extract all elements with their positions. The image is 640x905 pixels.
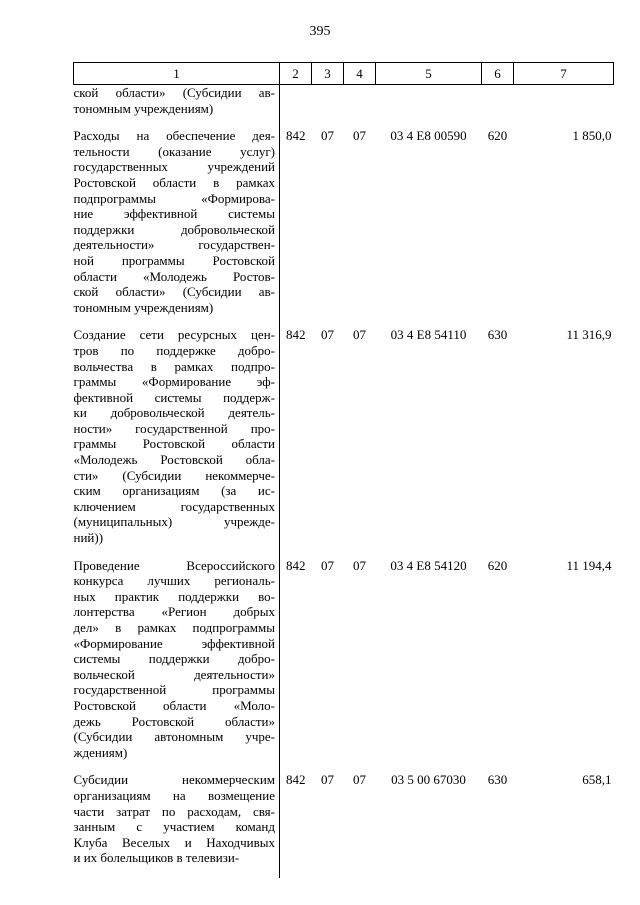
table-row	[74, 772, 614, 878]
description-line: граммы Ростовской области	[73, 436, 275, 452]
row-admin-code: 842	[286, 128, 306, 144]
description-line: Расходы на обеспечение дея-	[73, 128, 275, 144]
budget-table	[73, 62, 614, 878]
row-target-article: 03 4 E8 54120	[390, 557, 467, 573]
row-subsection-code: 07	[353, 557, 366, 573]
table-body	[74, 85, 614, 878]
description-line: Создание сети ресурсных цен-	[73, 327, 275, 343]
row-subsection-code: 07	[353, 128, 366, 144]
header-col-6: 6	[482, 63, 514, 85]
description-line: части затрат по расходам, свя-	[73, 803, 275, 819]
row-admin-code: 842	[286, 327, 306, 343]
table-header	[74, 63, 614, 85]
row-amount: 11 194,4	[566, 557, 612, 573]
description-line: граммы «Формирование эф-	[73, 374, 275, 390]
description-line: государственных учреждений	[73, 159, 275, 175]
description-line: дежь Ростовской области»	[73, 713, 275, 729]
header-row	[74, 63, 614, 85]
description-line: области «Молодежь Ростов-	[73, 268, 275, 284]
description-line: (муниципальных) учрежде-	[73, 514, 275, 530]
row-section-code: 07	[321, 557, 334, 573]
description-line: ской области» (Субсидии ав-	[73, 85, 275, 100]
description-line: вольческой деятельности»	[73, 666, 275, 682]
row-target-article: 03 4 E8 54110	[390, 327, 467, 343]
row-description	[74, 558, 280, 773]
description-line: ной программы Ростовской	[73, 252, 275, 268]
header-col-4: 4	[344, 63, 376, 85]
description-line: сти» (Субсидии некоммерче-	[73, 467, 275, 483]
table-row	[74, 558, 614, 773]
table-row	[74, 327, 614, 557]
row-description	[74, 772, 280, 878]
row-description	[74, 85, 280, 129]
row-section-code	[312, 85, 344, 129]
row-amount: 1 850,0	[572, 128, 612, 144]
row-section-code: 07	[321, 128, 334, 144]
description-line: Ростовской области в рамках	[73, 174, 275, 190]
description-line: поддержки добровольческой	[73, 221, 275, 237]
header-col-1: 1	[74, 63, 280, 85]
row-admin-code	[280, 85, 312, 129]
description-line: Клуба Веселых и Находчивых	[73, 834, 275, 850]
description-line: Ростовской области «Моло-	[73, 697, 275, 713]
row-expense-type: 620	[487, 128, 508, 144]
description-line: (Субсидии автономным учре-	[73, 729, 275, 745]
header-col-2: 2	[280, 63, 312, 85]
row-expense-type	[482, 85, 514, 129]
description-line: и их болельщиков в телевизи-	[73, 850, 240, 866]
description-line: «Формирование эффективной	[73, 635, 275, 651]
description-line: ской области» (Субсидии ав-	[73, 284, 275, 300]
description-line: подпрограммы «Формирова-	[73, 190, 275, 206]
description-line: тельности (оказание услуг)	[73, 143, 275, 159]
row-amount	[514, 85, 614, 129]
description-line: вольчества в рамках подпро-	[73, 358, 275, 374]
header-col-7: 7	[514, 63, 614, 85]
description-line: ским организациям (за ис-	[73, 483, 275, 499]
row-description	[74, 327, 280, 557]
row-target-article	[376, 85, 482, 129]
row-section-code: 07	[321, 327, 334, 343]
header-col-5: 5	[376, 63, 482, 85]
description-line: ний))	[73, 530, 104, 546]
row-subsection-code: 07	[353, 772, 366, 788]
description-line: фективной системы поддерж-	[73, 389, 275, 405]
description-line: «Молодежь Ростовской обла-	[73, 452, 275, 468]
row-target-article: 03 5 00 67030	[391, 772, 466, 788]
row-section-code: 07	[321, 772, 334, 788]
row-expense-type: 620	[487, 557, 508, 573]
row-expense-type: 630	[487, 772, 508, 788]
row-amount: 11 316,9	[566, 327, 612, 343]
description-line: ных практик поддержки во-	[73, 588, 275, 604]
row-amount: 658,1	[582, 772, 612, 788]
description-line: дел» в рамках подпрограммы	[73, 620, 275, 635]
row-subsection-code: 07	[353, 327, 366, 343]
row-target-article: 03 4 E8 00590	[390, 128, 467, 144]
description-line: Проведение Всероссийского	[73, 557, 275, 573]
description-line: государственной программы	[73, 682, 275, 698]
description-line: системы поддержки добро-	[73, 651, 275, 667]
description-line: Субсидии некоммерческим	[73, 772, 275, 788]
description-line: тономным учреждениям)	[73, 100, 214, 116]
description-line: тров по поддержке добро-	[73, 342, 275, 358]
description-line: занным с участием команд	[73, 819, 275, 835]
row-subsection-code	[344, 85, 376, 129]
row-description	[74, 128, 280, 327]
description-line: деятельности» государствен-	[73, 237, 275, 253]
row-expense-type: 630	[487, 327, 508, 343]
page-number: 395	[309, 24, 331, 39]
row-admin-code: 842	[286, 557, 306, 573]
description-line: ние эффективной системы	[73, 206, 275, 222]
table-row	[74, 128, 614, 327]
table-row	[74, 85, 614, 129]
description-line: тономным учреждениям)	[73, 299, 214, 315]
description-line: лонтерства «Регион добрых	[73, 604, 275, 620]
description-line: ности» государственной про-	[73, 420, 275, 436]
description-line: ки добровольческой деятель-	[73, 405, 275, 421]
description-line: ждениям)	[73, 744, 128, 760]
description-line: организациям на возмещение	[73, 787, 275, 803]
description-line: конкурса лучших региональ-	[73, 573, 275, 589]
header-col-3: 3	[312, 63, 344, 85]
description-line: ключением государственных	[73, 498, 275, 514]
row-admin-code: 842	[286, 772, 306, 788]
